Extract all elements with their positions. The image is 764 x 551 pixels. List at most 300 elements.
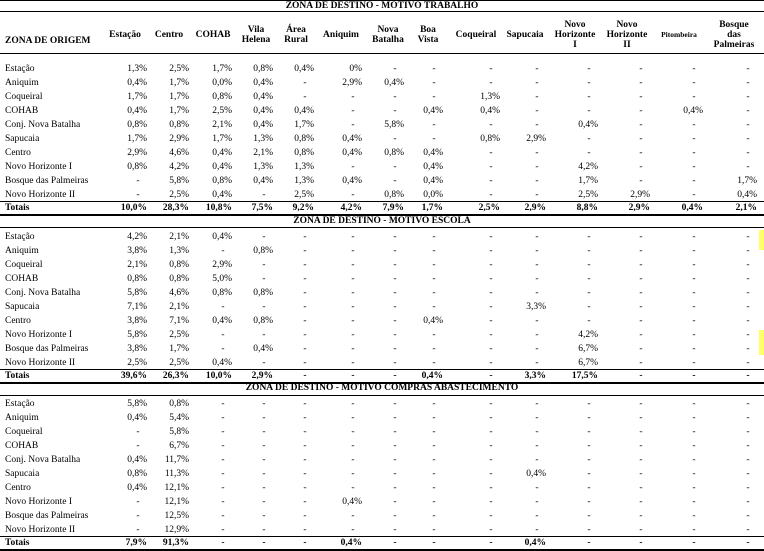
- table-cell: -: [489, 260, 493, 270]
- totals-cell: 8,8%: [576, 203, 598, 213]
- table-cell: 0,4%: [384, 78, 404, 88]
- table-cell: -: [393, 274, 397, 284]
- table-cell: -: [587, 399, 591, 409]
- table-cell: 1,7%: [169, 106, 189, 116]
- table-cell: -: [351, 120, 355, 130]
- table-cell: 1,3%: [127, 64, 147, 74]
- table-cell: -: [221, 525, 225, 535]
- table-cell: -: [587, 92, 591, 102]
- table-cell: -: [221, 469, 225, 479]
- origin-zone-label: Estação: [5, 232, 35, 242]
- table-cell: -: [393, 246, 397, 256]
- table-cell: -: [432, 302, 436, 312]
- totals-cell: 3,3%: [524, 371, 546, 381]
- table-cell: 6,7%: [578, 358, 598, 368]
- table-cell: -: [489, 483, 493, 493]
- table-cell: -: [692, 120, 696, 130]
- table-cell: 1,3%: [253, 134, 273, 144]
- table-cell: -: [262, 190, 266, 200]
- totals-cell: 0,4%: [524, 538, 546, 548]
- table-cell: -: [535, 120, 539, 130]
- table-cell: 2,5%: [212, 106, 232, 116]
- table-cell: 0,4%: [342, 134, 362, 144]
- table-cell: 6,7%: [169, 441, 189, 451]
- table-cell: -: [136, 511, 140, 521]
- origin-zone-label: COHAB: [5, 106, 39, 116]
- table-cell: -: [692, 260, 696, 270]
- table-cell: 0,4%: [253, 344, 273, 354]
- table-cell: -: [393, 399, 397, 409]
- table-cell: -: [136, 176, 140, 186]
- table-cell: -: [489, 162, 493, 172]
- table-cell: 1,7%: [169, 92, 189, 102]
- table-cell: -: [639, 106, 643, 116]
- table-cell: -: [432, 469, 436, 479]
- table-cell: -: [587, 455, 591, 465]
- table-cell: -: [303, 469, 307, 479]
- table-cell: 5,8%: [169, 176, 189, 186]
- table-cell: -: [639, 246, 643, 256]
- table-cell: -: [692, 497, 696, 507]
- table-cell: -: [535, 316, 539, 326]
- table-cell: -: [639, 148, 643, 158]
- table-cell: -: [393, 330, 397, 340]
- table-cell: -: [746, 64, 750, 74]
- table-cell: 4,2%: [578, 330, 598, 340]
- table-cell: -: [351, 483, 355, 493]
- table-cell: -: [587, 134, 591, 144]
- table-cell: -: [303, 483, 307, 493]
- table-cell: -: [746, 413, 750, 423]
- table-cell: -: [393, 92, 397, 102]
- table-cell: -: [393, 525, 397, 535]
- origin-zone-label: Aniquim: [5, 413, 39, 423]
- section-top-rule: [0, 214, 764, 215]
- table-cell: 0,4%: [212, 358, 232, 368]
- table-cell: -: [489, 120, 493, 130]
- totals-cell: 0,4%: [421, 371, 443, 381]
- table-cell: -: [303, 427, 307, 437]
- table-cell: -: [639, 483, 643, 493]
- table-cell: 1,3%: [169, 246, 189, 256]
- table-cell: 0,8%: [384, 148, 404, 158]
- table-cell: -: [262, 232, 266, 242]
- column-header-line: Rural: [284, 35, 308, 45]
- totals-cell: 0,4%: [340, 538, 362, 548]
- table-cell: -: [432, 427, 436, 437]
- table-cell: 1,7%: [212, 64, 232, 74]
- table-cell: -: [303, 288, 307, 298]
- table-cell: -: [692, 246, 696, 256]
- table-cell: -: [692, 64, 696, 74]
- table-cell: -: [393, 358, 397, 368]
- table-cell: 0,8%: [253, 288, 273, 298]
- table-cell: -: [136, 427, 140, 437]
- table-cell: 0,8%: [127, 162, 147, 172]
- table-cell: -: [587, 316, 591, 326]
- table-cell: -: [535, 92, 539, 102]
- table-cell: -: [746, 399, 750, 409]
- section-title-rule: [0, 395, 764, 396]
- table-cell: 0,4%: [342, 148, 362, 158]
- table-cell: 0,4%: [342, 176, 362, 186]
- table-cell: -: [432, 413, 436, 423]
- table-cell: -: [639, 316, 643, 326]
- totals-cell: 10,8%: [205, 203, 232, 213]
- table-cell: 0,8%: [169, 120, 189, 130]
- totals-cell: -: [303, 371, 307, 381]
- table-cell: 2,5%: [578, 190, 598, 200]
- table-cell: -: [535, 511, 539, 521]
- column-header-line: Helena: [241, 35, 271, 45]
- origin-zone-label: Centro: [5, 483, 31, 493]
- table-cell: 0,8%: [480, 134, 500, 144]
- table-cell: -: [262, 358, 266, 368]
- table-cell: -: [351, 92, 355, 102]
- highlight-mark: [759, 230, 764, 250]
- table-cell: 0,8%: [169, 399, 189, 409]
- table-cell: -: [351, 260, 355, 270]
- totals-cell: 4,2%: [340, 203, 362, 213]
- table-cell: -: [393, 511, 397, 521]
- origin-zone-label: Coqueiral: [5, 427, 43, 437]
- table-cell: -: [587, 232, 591, 242]
- table-cell: 11,3%: [164, 469, 189, 479]
- table-cell: -: [692, 302, 696, 312]
- table-cell: 1,7%: [578, 176, 598, 186]
- table-cell: -: [489, 78, 493, 88]
- table-cell: -: [303, 399, 307, 409]
- table-cell: 3,8%: [127, 246, 147, 256]
- table-cell: 0,4%: [212, 232, 232, 242]
- totals-rule: [0, 201, 764, 202]
- table-cell: -: [432, 511, 436, 521]
- table-cell: -: [303, 260, 307, 270]
- table-cell: 0,4%: [423, 106, 443, 116]
- table-cell: -: [351, 525, 355, 535]
- table-cell: -: [746, 344, 750, 354]
- table-cell: 4,2%: [127, 232, 147, 242]
- table-cell: -: [221, 455, 225, 465]
- table-cell: -: [746, 246, 750, 256]
- origin-zone-label: COHAB: [5, 441, 39, 451]
- table-cell: -: [262, 274, 266, 284]
- table-cell: -: [262, 413, 266, 423]
- column-header-line: Batalha: [372, 35, 404, 45]
- table-cell: -: [746, 162, 750, 172]
- table-cell: 2,9%: [127, 148, 147, 158]
- table-cell: -: [393, 302, 397, 312]
- table-cell: 2,9%: [526, 134, 546, 144]
- column-header-line: Área: [286, 25, 306, 35]
- table-cell: -: [692, 148, 696, 158]
- table-cell: 2,9%: [212, 260, 232, 270]
- table-cell: -: [535, 190, 539, 200]
- origin-zone-label: Aniquim: [5, 78, 39, 88]
- table-cell: -: [692, 288, 696, 298]
- table-cell: 3,8%: [127, 316, 147, 326]
- table-cell: 7,1%: [127, 302, 147, 312]
- table-cell: -: [432, 246, 436, 256]
- table-cell: 0,8%: [212, 92, 232, 102]
- table-cell: -: [489, 399, 493, 409]
- table-cell: 0,8%: [127, 120, 147, 130]
- table-cell: -: [535, 427, 539, 437]
- table-cell: -: [303, 441, 307, 451]
- table-cell: -: [746, 302, 750, 312]
- table-cell: 4,6%: [169, 148, 189, 158]
- table-cell: -: [393, 134, 397, 144]
- table-cell: -: [303, 358, 307, 368]
- table-cell: -: [351, 469, 355, 479]
- column-header-line: Novo: [564, 20, 586, 30]
- table-cell: -: [393, 106, 397, 116]
- section-title: ZONA DE DESTINO - MOTIVO ESCOLA: [293, 216, 471, 226]
- table-cell: 0,4%: [294, 64, 314, 74]
- table-cell: -: [303, 78, 307, 88]
- totals-cell: -: [692, 538, 696, 548]
- table-cell: 11,7%: [164, 455, 189, 465]
- table-cell: -: [535, 106, 539, 116]
- table-cell: -: [692, 427, 696, 437]
- totals-cell: 0,4%: [681, 203, 703, 213]
- table-cell: -: [351, 316, 355, 326]
- table-cell: -: [639, 134, 643, 144]
- totals-rule: [0, 536, 764, 537]
- table-cell: -: [393, 483, 397, 493]
- table-cell: -: [746, 148, 750, 158]
- table-cell: -: [639, 358, 643, 368]
- totals-cell: -: [639, 538, 643, 548]
- table-cell: -: [432, 78, 436, 88]
- origin-zone-label: Bosque das Palmeiras: [5, 511, 89, 521]
- table-cell: -: [432, 92, 436, 102]
- table-cell: -: [303, 330, 307, 340]
- origin-zone-label: Sapucaia: [5, 134, 40, 144]
- table-cell: 2,5%: [294, 190, 314, 200]
- table-cell: -: [535, 344, 539, 354]
- table-cell: 0,4%: [127, 106, 147, 116]
- totals-cell: 7,9%: [382, 203, 404, 213]
- table-cell: -: [432, 120, 436, 130]
- table-cell: -: [535, 330, 539, 340]
- column-header-line: I: [573, 40, 577, 50]
- origin-zone-label: Sapucaia: [5, 302, 40, 312]
- table-cell: -: [351, 511, 355, 521]
- table-cell: 0,4%: [253, 106, 273, 116]
- totals-cell: 17,5%: [571, 371, 598, 381]
- table-cell: -: [535, 64, 539, 74]
- table-cell: -: [432, 358, 436, 368]
- table-cell: 0,4%: [683, 106, 703, 116]
- table-cell: -: [746, 134, 750, 144]
- table-cell: -: [432, 525, 436, 535]
- table-cell: -: [746, 525, 750, 535]
- table-cell: -: [262, 260, 266, 270]
- table-cell: -: [489, 344, 493, 354]
- table-cell: -: [587, 302, 591, 312]
- totals-cell: -: [393, 371, 397, 381]
- table-cell: -: [587, 260, 591, 270]
- table-cell: -: [692, 232, 696, 242]
- table-cell: -: [535, 288, 539, 298]
- table-cell: -: [393, 441, 397, 451]
- totals-cell: 2,9%: [524, 203, 546, 213]
- table-cell: -: [303, 316, 307, 326]
- origin-zone-header: ZONA DE ORIGEM: [5, 36, 91, 46]
- table-cell: -: [639, 232, 643, 242]
- origin-zone-label: Estação: [5, 64, 35, 74]
- table-cell: -: [692, 511, 696, 521]
- table-cell: 0,8%: [253, 316, 273, 326]
- table-cell: 0,4%: [253, 120, 273, 130]
- table-cell: -: [262, 469, 266, 479]
- totals-cell: 10,0%: [205, 371, 232, 381]
- table-cell: -: [639, 64, 643, 74]
- table-cell: 7,1%: [169, 316, 189, 326]
- table-cell: -: [587, 64, 591, 74]
- table-cell: 2,1%: [212, 120, 232, 130]
- column-header-line: Palmeiras: [713, 40, 755, 50]
- table-cell: -: [432, 483, 436, 493]
- table-cell: -: [393, 232, 397, 242]
- table-cell: 1,7%: [294, 120, 314, 130]
- table-cell: -: [432, 260, 436, 270]
- table-cell: 12,1%: [164, 497, 189, 507]
- table-cell: 1,3%: [294, 162, 314, 172]
- table-cell: -: [587, 441, 591, 451]
- table-cell: 0,4%: [578, 120, 598, 130]
- table-cell: -: [262, 330, 266, 340]
- table-cell: -: [136, 190, 140, 200]
- table-cell: -: [639, 162, 643, 172]
- table-cell: -: [136, 497, 140, 507]
- table-cell: 2,5%: [169, 358, 189, 368]
- table-cell: 0,4%: [127, 455, 147, 465]
- table-cell: -: [489, 288, 493, 298]
- totals-cell: -: [221, 538, 225, 548]
- totals-cell: -: [692, 371, 696, 381]
- table-cell: -: [639, 399, 643, 409]
- table-cell: -: [746, 78, 750, 88]
- table-cell: 0,8%: [294, 148, 314, 158]
- table-cell: -: [221, 302, 225, 312]
- table-cell: -: [639, 427, 643, 437]
- column-header-line: Nova: [377, 25, 399, 35]
- table-cell: 12,5%: [164, 511, 189, 521]
- column-header-line: Estação: [109, 30, 141, 40]
- origin-zone-label: Novo Horizonte I: [5, 497, 73, 507]
- table-cell: -: [221, 483, 225, 493]
- table-cell: -: [535, 176, 539, 186]
- column-header-line: Vila: [247, 25, 265, 35]
- table-cell: -: [535, 358, 539, 368]
- table-cell: -: [692, 176, 696, 186]
- table-cell: -: [692, 525, 696, 535]
- table-cell: -: [639, 260, 643, 270]
- table-cell: -: [262, 455, 266, 465]
- table-cell: 0,8%: [127, 274, 147, 284]
- table-cell: -: [262, 399, 266, 409]
- totals-label: Totais: [5, 203, 30, 213]
- table-cell: 0,4%: [423, 176, 443, 186]
- table-cell: 2,5%: [127, 358, 147, 368]
- table-cell: -: [639, 288, 643, 298]
- table-cell: -: [351, 330, 355, 340]
- totals-cell: 39,6%: [120, 371, 147, 381]
- table-cell: 0,4%: [212, 190, 232, 200]
- table-cell: -: [489, 497, 493, 507]
- table-cell: -: [393, 344, 397, 354]
- table-cell: -: [351, 399, 355, 409]
- table-cell: 2,5%: [169, 190, 189, 200]
- table-cell: -: [535, 525, 539, 535]
- table-cell: -: [746, 120, 750, 130]
- origin-zone-label: Estação: [5, 399, 35, 409]
- table-cell: 5,8%: [127, 288, 147, 298]
- table-cell: -: [692, 413, 696, 423]
- table-cell: -: [221, 441, 225, 451]
- table-cell: 0,0%: [212, 78, 232, 88]
- table-cell: -: [351, 441, 355, 451]
- table-cell: 5,0%: [212, 274, 232, 284]
- table-cell: -: [692, 469, 696, 479]
- origin-zone-label: Conj. Nova Batalha: [5, 288, 81, 298]
- table-cell: -: [587, 274, 591, 284]
- column-header-line: Novo: [616, 20, 638, 30]
- table-cell: 0,4%: [212, 148, 232, 158]
- column-header-line: Horizonte: [606, 30, 648, 40]
- table-cell: -: [639, 511, 643, 521]
- totals-cell: -: [746, 371, 750, 381]
- table-cell: 2,1%: [169, 302, 189, 312]
- table-cell: 4,2%: [169, 162, 189, 172]
- table-cell: -: [746, 330, 750, 340]
- table-cell: 0,4%: [423, 316, 443, 326]
- table-cell: 5,8%: [384, 120, 404, 130]
- table-cell: -: [692, 162, 696, 172]
- column-header-line: Pitombeira: [661, 30, 697, 39]
- table-cell: -: [432, 441, 436, 451]
- table-cell: -: [746, 260, 750, 270]
- table-cell: -: [587, 469, 591, 479]
- table-cell: 1,7%: [212, 134, 232, 144]
- table-cell: 0,8%: [212, 288, 232, 298]
- table-cell: -: [432, 455, 436, 465]
- table-cell: 0,4%: [480, 106, 500, 116]
- origin-zone-label: Aniquim: [5, 246, 39, 256]
- table-cell: -: [489, 274, 493, 284]
- table-cell: 2,9%: [630, 190, 650, 200]
- table-cell: 1,7%: [737, 176, 757, 186]
- table-cell: 5,4%: [169, 413, 189, 423]
- table-cell: 0,8%: [169, 260, 189, 270]
- column-header-line: Sapucaia: [506, 30, 544, 40]
- table-cell: -: [221, 330, 225, 340]
- column-header-line: II: [623, 40, 631, 50]
- table-cell: -: [262, 302, 266, 312]
- table-cell: -: [303, 92, 307, 102]
- table-cell: -: [262, 525, 266, 535]
- table-cell: -: [746, 483, 750, 493]
- table-cell: -: [221, 427, 225, 437]
- table-cell: -: [393, 64, 397, 74]
- totals-cell: -: [351, 371, 355, 381]
- table-cell: -: [639, 302, 643, 312]
- table-cell: -: [351, 358, 355, 368]
- origin-zone-label: Coqueiral: [5, 260, 43, 270]
- table-cell: -: [692, 399, 696, 409]
